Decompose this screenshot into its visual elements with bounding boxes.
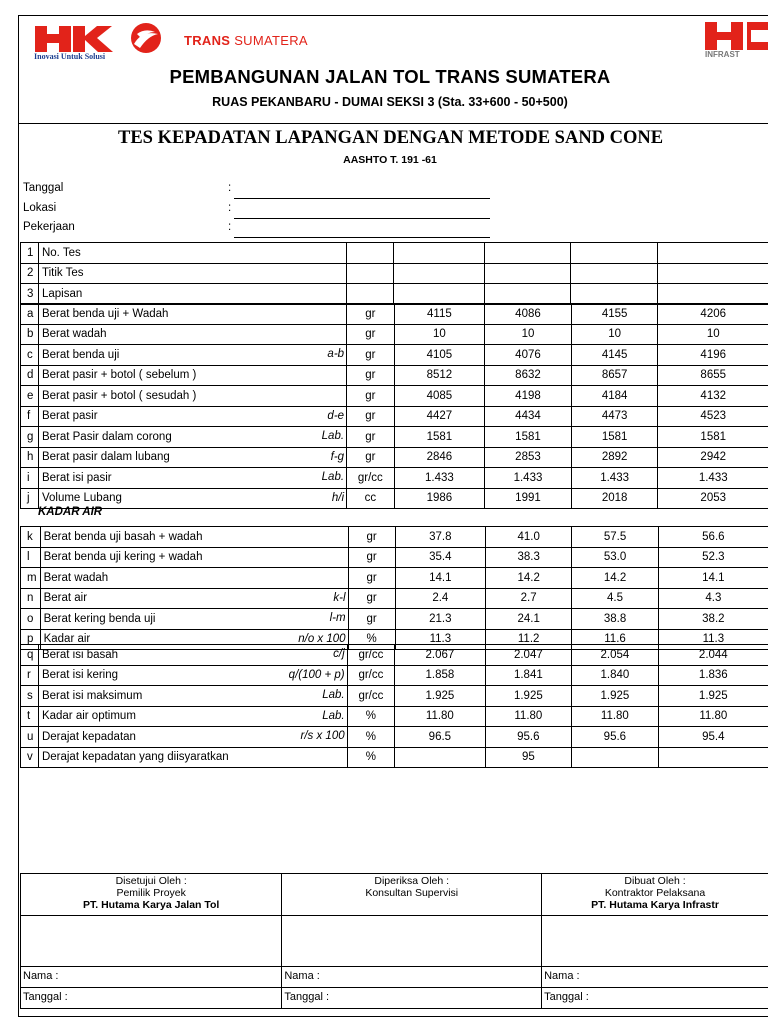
row-description xyxy=(38,263,346,284)
row-value[interactable]: 10 xyxy=(394,324,485,345)
sumatera-word: SUMATERA xyxy=(230,33,308,48)
row-value[interactable]: 95.4 xyxy=(658,727,768,748)
row-description-text: Berat Pasir dalam corong xyxy=(41,430,172,443)
row-description xyxy=(38,727,347,748)
row-value[interactable]: 2.044 xyxy=(658,645,768,666)
row-unit xyxy=(346,284,393,305)
sig-tanggal-checked[interactable]: Tanggal : xyxy=(282,988,542,1009)
table-row xyxy=(21,547,768,568)
row-unit: gr xyxy=(347,324,395,345)
row-value[interactable]: 1.925 xyxy=(395,686,485,707)
table-row xyxy=(21,386,768,407)
table-row xyxy=(21,243,768,264)
sand-cone-table xyxy=(20,303,768,509)
row-description xyxy=(38,406,346,427)
row-description xyxy=(38,645,347,666)
header-separator xyxy=(18,123,768,124)
table-row xyxy=(21,588,768,609)
row-value[interactable] xyxy=(571,263,658,284)
info-label-pekerjaan: Pekerjaan xyxy=(23,221,75,233)
table-row xyxy=(21,488,768,509)
table-row xyxy=(21,747,768,768)
row-value[interactable]: 8632 xyxy=(485,365,572,386)
row-unit xyxy=(346,243,393,264)
row-id: j xyxy=(21,488,39,509)
row-value[interactable]: 4132 xyxy=(658,386,768,407)
sig-tanggal-made[interactable]: Tanggal : xyxy=(542,988,768,1009)
row-description-text: Berat pasir + botol ( sesudah ) xyxy=(41,389,197,402)
row-description xyxy=(38,284,346,305)
row-id: e xyxy=(21,386,39,407)
row-value[interactable]: 2846 xyxy=(394,447,485,468)
row-value[interactable]: 4523 xyxy=(658,406,768,427)
row-id: o xyxy=(21,609,41,630)
row-value[interactable] xyxy=(394,243,485,264)
row-unit: % xyxy=(347,747,395,768)
row-unit: gr xyxy=(347,447,395,468)
standard-label: AASHTO T. 191 -61 xyxy=(343,154,437,166)
trans-word: TRANS xyxy=(184,33,231,48)
row-unit: % xyxy=(347,727,395,748)
row-value[interactable]: 1.841 xyxy=(485,665,572,686)
sig-made xyxy=(542,874,768,916)
row-value[interactable]: 4155 xyxy=(571,304,658,325)
row-value[interactable]: 57.5 xyxy=(572,527,658,548)
row-value[interactable] xyxy=(658,243,768,264)
table-row xyxy=(21,468,768,489)
table-row xyxy=(21,304,768,325)
table-row xyxy=(21,427,768,448)
row-description-text: Titik Tes xyxy=(41,267,84,280)
row-value[interactable] xyxy=(484,243,571,264)
row-value[interactable]: 1.433 xyxy=(658,468,768,489)
row-description xyxy=(38,706,347,727)
row-value[interactable] xyxy=(571,284,658,305)
row-unit: gr/cc xyxy=(347,665,395,686)
row-value[interactable]: 8655 xyxy=(658,365,768,386)
row-unit: gr/cc xyxy=(347,468,395,489)
row-value[interactable]: 4115 xyxy=(394,304,485,325)
row-value[interactable]: 14.2 xyxy=(572,568,658,589)
row-value[interactable]: 4473 xyxy=(571,406,658,427)
project-subtitle: RUAS PEKANBARU - DUMAI SEKSI 3 (Sta. 33+600 - 50+500) xyxy=(212,95,568,109)
row-formula: c/j xyxy=(333,648,345,660)
row-value[interactable]: 4105 xyxy=(394,345,485,366)
row-value[interactable]: 35.4 xyxy=(395,547,485,568)
row-id: 3 xyxy=(21,284,39,305)
sig-role: Diperiksa Oleh : xyxy=(374,875,450,887)
row-unit: gr xyxy=(347,304,395,325)
row-id: f xyxy=(21,406,39,427)
row-id: l xyxy=(21,547,41,568)
row-unit: gr xyxy=(347,427,395,448)
row-description xyxy=(38,386,346,407)
row-value[interactable]: 96.5 xyxy=(395,727,485,748)
sig-approved xyxy=(21,874,282,916)
moisture-table xyxy=(20,526,768,650)
info-colon: : xyxy=(228,221,232,233)
sig-role: Disetujui Oleh : xyxy=(115,875,187,887)
row-value[interactable]: 8512 xyxy=(394,365,485,386)
table-row xyxy=(21,284,768,305)
row-value[interactable]: 1581 xyxy=(658,427,768,448)
table-row xyxy=(21,645,768,666)
row-value[interactable]: 14.1 xyxy=(395,568,485,589)
row-formula: h/i xyxy=(331,491,345,504)
row-formula: Lab. xyxy=(322,709,345,722)
row-value[interactable]: 1.840 xyxy=(572,665,659,686)
row-unit: % xyxy=(348,629,395,650)
row-formula: f-g xyxy=(330,450,345,463)
row-description xyxy=(38,324,346,345)
row-value[interactable]: 2.067 xyxy=(395,645,485,666)
row-value[interactable]: 11.6 xyxy=(572,629,658,650)
table-row xyxy=(21,527,768,548)
row-description xyxy=(40,568,348,589)
row-id: r xyxy=(21,665,39,686)
row-formula: q/(100 + p) xyxy=(288,668,345,681)
sig-space-made[interactable] xyxy=(542,916,768,967)
row-description xyxy=(38,747,347,768)
row-description-text: Berat pasir + botol ( sebelum ) xyxy=(41,369,197,382)
document-title: TES KEPADATAN LAPANGAN DENGAN METODE SAND CONE xyxy=(118,128,664,148)
row-value[interactable]: 2942 xyxy=(658,447,768,468)
row-id: k xyxy=(21,527,41,548)
row-value[interactable]: 10 xyxy=(571,324,658,345)
row-value[interactable]: 11.80 xyxy=(395,706,485,727)
row-description-text: Berat wadah xyxy=(43,571,109,584)
row-value[interactable]: 95 xyxy=(485,747,572,768)
row-description-text: Berat wadah xyxy=(41,328,107,341)
row-unit: gr xyxy=(348,568,395,589)
row-id: a xyxy=(21,304,39,325)
row-value[interactable]: 4085 xyxy=(394,386,485,407)
info-colon: : xyxy=(228,182,232,194)
row-description-text: Berat pasir xyxy=(41,410,98,423)
sig-space-checked[interactable] xyxy=(282,916,542,967)
row-description xyxy=(38,243,346,264)
row-description-text: Derajat kepadatan yang diisyaratkan xyxy=(41,751,229,764)
row-value[interactable]: 24.1 xyxy=(485,609,571,630)
row-unit: % xyxy=(347,706,395,727)
table-row xyxy=(21,345,768,366)
row-value[interactable]: 1.925 xyxy=(658,686,768,707)
info-colon: : xyxy=(228,202,232,214)
row-value[interactable]: 2.4 xyxy=(395,588,485,609)
row-unit xyxy=(346,263,393,284)
row-value[interactable] xyxy=(572,747,659,768)
row-id: c xyxy=(21,345,39,366)
row-value[interactable] xyxy=(394,263,485,284)
row-description xyxy=(38,427,346,448)
info-label-tanggal: Tanggal xyxy=(23,182,64,194)
row-value[interactable]: 11.80 xyxy=(485,706,572,727)
table-row xyxy=(21,365,768,386)
row-id: n xyxy=(21,588,41,609)
row-id: d xyxy=(21,365,39,386)
row-value[interactable]: 4145 xyxy=(571,345,658,366)
row-formula: n/o x 100 xyxy=(298,632,346,645)
row-value[interactable]: 2053 xyxy=(658,488,768,509)
row-value[interactable]: 4184 xyxy=(571,386,658,407)
row-unit: gr/cc xyxy=(347,686,395,707)
row-unit: gr xyxy=(347,345,395,366)
row-description-text: No. Tes xyxy=(41,246,81,259)
row-value[interactable]: 56.6 xyxy=(658,527,768,548)
row-description xyxy=(38,304,346,325)
row-value[interactable]: 1581 xyxy=(571,427,658,448)
row-value[interactable]: 4427 xyxy=(394,406,485,427)
table-row xyxy=(21,706,768,727)
sig-checked xyxy=(282,874,542,916)
table-row xyxy=(21,324,768,345)
table-row xyxy=(21,665,768,686)
row-id: u xyxy=(21,727,39,748)
sig-tanggal-approved[interactable]: Tanggal : xyxy=(21,988,282,1009)
row-description xyxy=(40,588,348,609)
row-value[interactable]: 10 xyxy=(485,324,572,345)
row-description-text: Derajat kepadatan xyxy=(41,730,136,743)
sig-space-approved[interactable] xyxy=(21,916,282,967)
row-value[interactable]: 4206 xyxy=(658,304,768,325)
row-description xyxy=(40,527,348,548)
row-description-text: Berat benda uji + Wadah xyxy=(41,307,169,320)
row-value[interactable]: 38.3 xyxy=(485,547,571,568)
row-value[interactable]: 1986 xyxy=(394,488,485,509)
row-description-text: Berat isi pasir xyxy=(41,471,112,484)
row-value[interactable]: 4.5 xyxy=(572,588,658,609)
sig-company: PT. Hutama Karya Jalan Tol xyxy=(83,899,220,911)
row-value[interactable]: 11.80 xyxy=(572,706,659,727)
row-description-text: Berat air xyxy=(43,592,88,605)
row-value[interactable]: 2892 xyxy=(571,447,658,468)
sig-org: Konsultan Supervisi xyxy=(365,887,459,899)
row-value[interactable]: 4198 xyxy=(485,386,572,407)
row-value[interactable]: 1.858 xyxy=(395,665,485,686)
section-kadar-air: KADAR AIR xyxy=(38,506,103,518)
row-value[interactable]: 2853 xyxy=(485,447,572,468)
table-row xyxy=(21,568,768,589)
row-value[interactable]: 1581 xyxy=(485,427,572,448)
row-id: g xyxy=(21,427,39,448)
signature-table xyxy=(20,873,768,1009)
row-description xyxy=(38,665,347,686)
row-id: t xyxy=(21,706,39,727)
row-value[interactable]: 2018 xyxy=(571,488,658,509)
row-id: v xyxy=(21,747,39,768)
table-row xyxy=(21,406,768,427)
row-description xyxy=(38,686,347,707)
row-description-text: Kadar air xyxy=(43,633,91,646)
row-unit: gr xyxy=(347,386,395,407)
table-row xyxy=(21,609,768,630)
test-header-table xyxy=(20,242,768,305)
row-unit: gr xyxy=(348,609,395,630)
row-description xyxy=(40,547,348,568)
row-unit: gr xyxy=(347,365,395,386)
row-value[interactable]: 8657 xyxy=(571,365,658,386)
row-value[interactable]: 52.3 xyxy=(658,547,768,568)
row-value[interactable]: 11.80 xyxy=(658,706,768,727)
row-description-text: Berat kering benda uji xyxy=(43,612,156,625)
row-description xyxy=(38,365,346,386)
row-value[interactable] xyxy=(658,747,768,768)
table-row xyxy=(21,447,768,468)
row-value[interactable]: 4086 xyxy=(485,304,572,325)
row-formula: Lab. xyxy=(321,471,345,483)
row-description xyxy=(38,447,346,468)
row-unit: cc xyxy=(347,488,395,509)
row-id: 1 xyxy=(21,243,39,264)
info-line-lokasi[interactable] xyxy=(234,218,490,219)
row-value[interactable]: 1.433 xyxy=(571,468,658,489)
sig-org: Pemilik Proyek xyxy=(116,887,186,899)
row-value[interactable] xyxy=(658,284,768,305)
row-value[interactable]: 37.8 xyxy=(395,527,485,548)
row-id: q xyxy=(21,645,39,666)
row-value[interactable]: 14.1 xyxy=(658,568,768,589)
row-description-text: Berat pasir dalam lubang xyxy=(41,451,170,464)
row-description-text: Kadar air optimum xyxy=(41,710,136,723)
row-value[interactable]: 1.433 xyxy=(394,468,485,489)
row-id: p xyxy=(21,629,41,650)
row-value[interactable] xyxy=(484,263,571,284)
row-value[interactable]: 38.2 xyxy=(658,609,768,630)
row-value[interactable] xyxy=(484,284,571,305)
sig-nama-made[interactable]: Nama : xyxy=(542,967,768,988)
row-value[interactable]: 11.3 xyxy=(395,629,485,650)
row-value[interactable]: 41.0 xyxy=(485,527,571,548)
project-title: PEMBANGUNAN JALAN TOL TRANS SUMATERA xyxy=(169,66,611,87)
row-description-text: Lapisan xyxy=(41,287,83,300)
row-unit: gr xyxy=(347,406,395,427)
density-table xyxy=(20,644,768,768)
row-description xyxy=(38,345,346,366)
row-description-text: Berat benda uji kering + wadah xyxy=(43,551,203,564)
row-value[interactable] xyxy=(395,747,485,768)
row-unit: gr xyxy=(348,527,395,548)
sig-nama-checked[interactable]: Nama : xyxy=(282,967,542,988)
info-line-pekerjaan[interactable] xyxy=(234,237,490,238)
row-value[interactable]: 95.6 xyxy=(485,727,572,748)
info-label-lokasi: Lokasi xyxy=(23,202,57,214)
row-unit: gr xyxy=(348,547,395,568)
row-value[interactable]: 1.925 xyxy=(572,686,659,707)
row-value[interactable]: 14.2 xyxy=(485,568,571,589)
row-value[interactable] xyxy=(658,263,768,284)
row-id: i xyxy=(21,468,39,489)
row-description xyxy=(38,468,346,489)
table-row xyxy=(21,263,768,284)
row-unit: gr xyxy=(348,588,395,609)
row-value[interactable]: 2.7 xyxy=(485,588,571,609)
row-description xyxy=(40,609,348,630)
infra-logo-text: INFRAST xyxy=(705,50,740,59)
row-value[interactable]: 1.433 xyxy=(485,468,572,489)
row-value[interactable]: 4196 xyxy=(658,345,768,366)
row-description-text: Berat benda uji xyxy=(41,348,120,361)
row-value[interactable]: 2.054 xyxy=(572,645,659,666)
row-value[interactable]: 10 xyxy=(658,324,768,345)
row-value[interactable]: 95.6 xyxy=(572,727,659,748)
row-value[interactable]: 1991 xyxy=(485,488,572,509)
row-value[interactable]: 1.925 xyxy=(485,686,572,707)
row-unit: gr/cc xyxy=(347,645,395,666)
row-description-text: Berat isi maksimum xyxy=(41,689,143,702)
sig-nama-approved[interactable]: Nama : xyxy=(21,967,282,988)
table-row xyxy=(21,727,768,748)
row-value[interactable] xyxy=(394,284,485,305)
table-row xyxy=(21,686,768,707)
row-value[interactable]: 53.0 xyxy=(572,547,658,568)
row-id: h xyxy=(21,447,39,468)
row-value[interactable]: 1.836 xyxy=(658,665,768,686)
row-value[interactable]: 1581 xyxy=(394,427,485,448)
row-formula: a-b xyxy=(327,348,345,360)
row-id: 2 xyxy=(21,263,39,284)
row-value[interactable]: 11.2 xyxy=(485,629,571,650)
row-formula: Lab. xyxy=(322,689,345,701)
sig-company: PT. Hutama Karya Infrastr xyxy=(591,899,719,911)
row-formula: k-l xyxy=(333,591,346,604)
row-value[interactable]: 11.3 xyxy=(658,629,768,650)
row-id: m xyxy=(21,568,41,589)
row-value[interactable]: 4076 xyxy=(485,345,572,366)
row-description-text: Berat benda uji basah + wadah xyxy=(43,530,203,543)
trans-sumatera-logo xyxy=(184,33,308,48)
row-value[interactable]: 2.047 xyxy=(485,645,572,666)
hk-tagline: Inovasi Untuk Solusi xyxy=(34,52,106,61)
row-id: s xyxy=(21,686,39,707)
sig-org: Kontraktor Pelaksana xyxy=(604,887,706,899)
row-value[interactable]: 4.3 xyxy=(658,588,768,609)
row-formula: d-e xyxy=(327,409,345,422)
sig-role: Dibuat Oleh : xyxy=(624,875,686,887)
row-description-text: Volume Lubang xyxy=(41,492,122,505)
row-id: b xyxy=(21,324,39,345)
row-formula: r/s x 100 xyxy=(300,730,345,742)
info-line-tanggal[interactable] xyxy=(234,198,490,199)
row-value[interactable]: 38.8 xyxy=(572,609,658,630)
row-description-text: Berat isi basah xyxy=(41,648,119,661)
row-formula: l-m xyxy=(329,612,346,624)
row-value[interactable]: 21.3 xyxy=(395,609,485,630)
row-value[interactable]: 4434 xyxy=(485,406,572,427)
row-value[interactable] xyxy=(571,243,658,264)
row-description-text: Berat isi kering xyxy=(41,669,119,682)
row-formula: Lab. xyxy=(321,430,345,442)
